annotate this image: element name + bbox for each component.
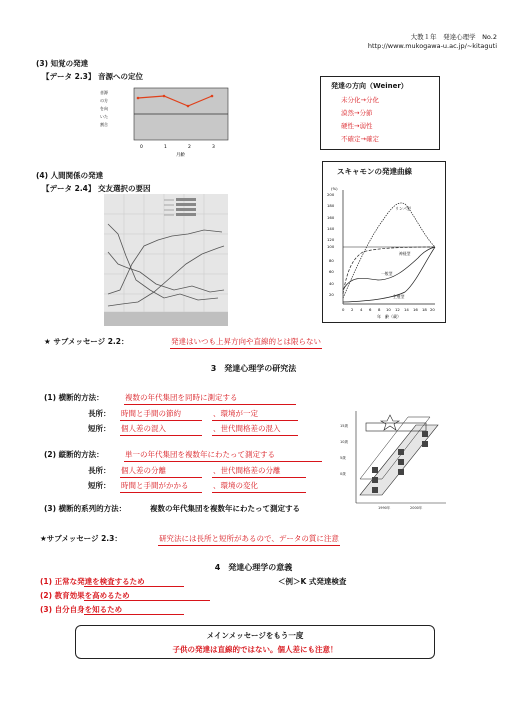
svg-text:60: 60 bbox=[329, 269, 334, 274]
significance-item-3: (3) 自分自身を知るため bbox=[40, 605, 123, 614]
svg-text:14: 14 bbox=[404, 307, 409, 312]
direction-item: 硬性→弱性 bbox=[341, 122, 373, 130]
scammon-chart-box bbox=[322, 161, 446, 323]
long-adv-1: 個人差の分離 bbox=[120, 465, 202, 478]
submessage-23-label: ★サブメッセージ 2.3： bbox=[40, 534, 122, 543]
svg-text:120: 120 bbox=[327, 237, 335, 242]
cross-adv-label: 長所： bbox=[88, 409, 111, 418]
cross-dis-2: 、世代間格差の混入 bbox=[212, 423, 298, 436]
svg-text:18: 18 bbox=[422, 307, 427, 312]
svg-text:3: 3 bbox=[212, 145, 215, 150]
long-dis-label: 短所： bbox=[88, 481, 111, 490]
curve-label-reproductive: 生殖型 bbox=[393, 294, 405, 299]
curve-label-lymph: リンパ型 bbox=[395, 206, 411, 211]
long-adv-2: 、世代間格差の分離 bbox=[212, 465, 306, 478]
long-dis-1: 時間と手間がかかる bbox=[120, 480, 202, 493]
page-header bbox=[368, 33, 497, 51]
svg-text:1990年: 1990年 bbox=[378, 506, 391, 510]
section-4-title: 4 発達心理学の意義 bbox=[214, 563, 293, 572]
main-message-box bbox=[75, 625, 435, 659]
longitudinal-label: (2) 縦断的方法： bbox=[44, 450, 104, 459]
svg-text:を向: を向 bbox=[100, 106, 108, 111]
svg-text:100: 100 bbox=[327, 244, 335, 249]
main-message-text: 子供の発達は直線的ではない。個人差にも注意！ bbox=[172, 645, 338, 654]
significance-item-1: (1) 正常な発達を検査するため bbox=[40, 577, 145, 586]
curve-label-general: 一般型 bbox=[381, 271, 393, 276]
significance-underline bbox=[84, 600, 210, 601]
data-23-label: 【データ 2.3】 音源への定位 bbox=[42, 72, 144, 81]
svg-text:0歳: 0歳 bbox=[340, 472, 346, 476]
svg-text:40: 40 bbox=[329, 281, 334, 286]
svg-text:2: 2 bbox=[188, 145, 191, 150]
direction-title: 発達の方向（Weiner） bbox=[331, 82, 408, 90]
svg-text:15歳: 15歳 bbox=[340, 424, 348, 428]
cross-adv-1: 時間と手間の節約 bbox=[120, 408, 202, 421]
svg-text:の方: の方 bbox=[100, 98, 108, 103]
significance-item-2: (2) 教育効果を高めるため bbox=[40, 591, 130, 600]
svg-text:12: 12 bbox=[395, 307, 400, 312]
longitudinal-text: 単一の年代集団を複数年にわたって測定する bbox=[124, 449, 322, 462]
header-course: 大教１年 発達心理学 No.2 bbox=[410, 33, 497, 41]
cross-dis-1: 個人差の混入 bbox=[120, 423, 202, 436]
svg-text:2000年: 2000年 bbox=[410, 506, 423, 510]
significance-underline bbox=[84, 586, 184, 587]
cross-sequential-label: (3) 横断的系列的方法： bbox=[44, 504, 127, 513]
svg-text:6: 6 bbox=[369, 307, 372, 312]
long-dis-2: 、環境の変化 bbox=[212, 480, 306, 493]
cross-adv-2: 、環境が一定 bbox=[212, 408, 298, 421]
svg-text:160: 160 bbox=[327, 215, 335, 220]
sound-localization-chart bbox=[96, 84, 236, 158]
svg-text:5歳: 5歳 bbox=[340, 456, 346, 460]
svg-text:140: 140 bbox=[327, 226, 335, 231]
svg-text:20: 20 bbox=[329, 292, 334, 297]
svg-text:音源: 音源 bbox=[100, 90, 108, 95]
svg-text:180: 180 bbox=[327, 203, 335, 208]
submessage-22-text: 発達はいつも上昇方向や直線的とは限らない bbox=[170, 336, 322, 349]
chart-xlabel: 月齢 bbox=[176, 153, 185, 158]
section-3-title: 3 発達心理学の研究法 bbox=[210, 364, 297, 373]
scammon-ylabel: (%) bbox=[331, 186, 338, 191]
svg-text:割合: 割合 bbox=[100, 122, 108, 127]
svg-text:1: 1 bbox=[164, 145, 167, 150]
scammon-xlabel: 年 齢（歳） bbox=[377, 314, 401, 319]
perception-heading: (3) 知覚の発達 bbox=[36, 59, 89, 68]
submessage-22-label: ★ サブメッセージ 2.2： bbox=[44, 337, 129, 346]
direction-item: 未分化→分化 bbox=[341, 96, 379, 104]
cross-sequential-text: 複数の年代集団を複数年にわたって測定する bbox=[150, 504, 300, 513]
data-24-label: 【データ 2.4】 交友選択の要因 bbox=[42, 184, 151, 193]
cross-dis-label: 短所： bbox=[88, 424, 111, 433]
significance-underline bbox=[84, 614, 184, 615]
direction-item: 漠然→分節 bbox=[341, 109, 373, 117]
relations-heading: (4) 人間関係の発達 bbox=[36, 171, 104, 180]
curve-label-neural: 神経型 bbox=[399, 251, 411, 256]
svg-text:200: 200 bbox=[327, 192, 335, 197]
header-url: http://www.mukogawa-u.ac.jp/~kitaguti bbox=[367, 42, 497, 50]
svg-text:16: 16 bbox=[413, 307, 418, 312]
scammon-title: スキャモンの発達曲線 bbox=[337, 167, 412, 176]
svg-text:0: 0 bbox=[140, 145, 143, 150]
submessage-23-text: 研究法には長所と短所があるので、データの質に注意 bbox=[158, 533, 340, 546]
cross-sectional-text: 複数の年代集団を同時に測定する bbox=[124, 392, 296, 405]
direction-item: 不確定→確定 bbox=[341, 135, 379, 143]
svg-text:8: 8 bbox=[378, 307, 381, 312]
svg-text:いた: いた bbox=[100, 114, 108, 119]
cross-sectional-label: (1) 横断的方法： bbox=[44, 393, 104, 402]
svg-text:20: 20 bbox=[430, 307, 435, 312]
svg-text:80: 80 bbox=[329, 258, 334, 263]
significance-example: ＜例＞K 式発達検査 bbox=[278, 577, 347, 586]
main-message-title: メインメッセージをもう一度 bbox=[206, 631, 304, 640]
svg-text:10: 10 bbox=[386, 307, 391, 312]
svg-text:0: 0 bbox=[342, 307, 345, 312]
research-design-diagram bbox=[338, 403, 450, 515]
long-adv-label: 長所： bbox=[88, 466, 111, 475]
friendship-factors-chart bbox=[104, 194, 228, 326]
svg-text:10歳: 10歳 bbox=[340, 440, 348, 444]
svg-text:4: 4 bbox=[360, 307, 363, 312]
svg-text:2: 2 bbox=[351, 307, 354, 312]
development-direction-box bbox=[320, 76, 440, 150]
